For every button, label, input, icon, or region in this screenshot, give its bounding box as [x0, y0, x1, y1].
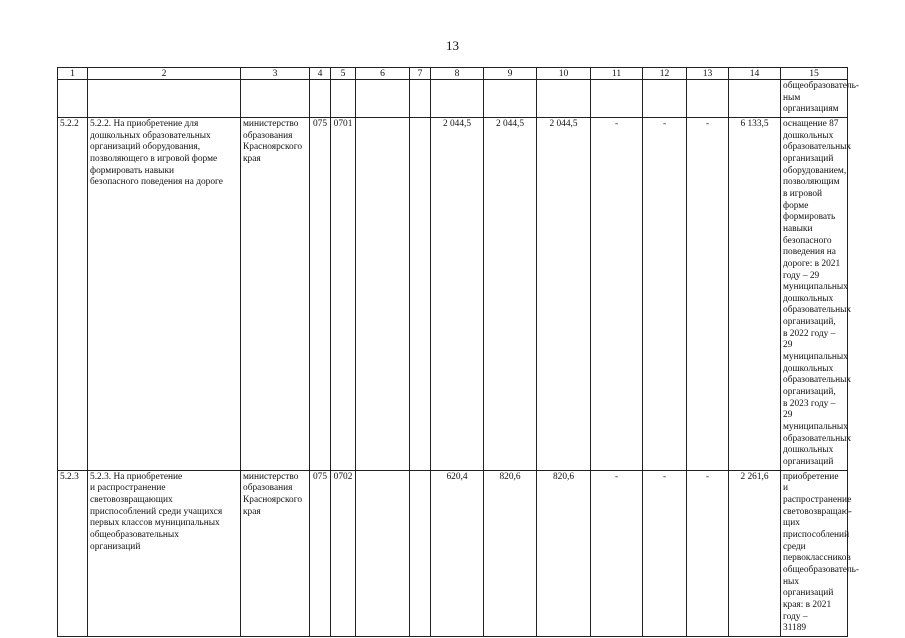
column-number: 9	[484, 68, 537, 80]
amount-year-3: 2 044,5	[537, 117, 591, 470]
column-number: 3	[241, 68, 310, 80]
amount-col-13: -	[687, 117, 729, 470]
amount-total: 6 133,5	[729, 117, 781, 470]
column-number-row	[58, 68, 848, 80]
amount-year-2: 820,6	[484, 470, 537, 636]
amount-col-13: -	[687, 470, 729, 636]
page-number: 13	[446, 38, 459, 53]
column-number: 10	[537, 68, 591, 80]
column-number: 6	[356, 68, 410, 80]
column-number: 8	[431, 68, 484, 80]
program-table	[57, 67, 860, 637]
column-number: 11	[591, 68, 643, 80]
responsible-body: министерство образования Красноярского края	[241, 117, 310, 470]
grbs-code: 075	[310, 470, 331, 636]
continuation-row	[58, 80, 848, 118]
amount-year-1: 620,4	[431, 470, 484, 636]
item-number: 5.2.2	[58, 117, 88, 470]
amount-total: 2 261,6	[729, 470, 781, 636]
amount-year-1: 2 044,5	[431, 117, 484, 470]
column-number: 1	[58, 68, 88, 80]
column-number: 5	[331, 68, 356, 80]
continuation-result-text: общеобразователь- ным организациям	[781, 80, 848, 118]
expense-type-code	[410, 470, 431, 636]
amount-col-12: -	[643, 117, 687, 470]
item-number: 5.2.3	[58, 470, 88, 636]
amount-col-11: -	[591, 470, 643, 636]
column-number: 7	[410, 68, 431, 80]
expected-result: приобретение и распространение световозвращаю- щих приспособлений среди первоклассников общеобразователь- ных организаций края: в 2021 году – 31189	[781, 470, 848, 636]
column-number: 2	[88, 68, 241, 80]
section-code: 0701	[331, 117, 356, 470]
table-row	[58, 117, 848, 470]
amount-col-11: -	[591, 117, 643, 470]
column-number: 12	[643, 68, 687, 80]
table-row	[58, 470, 848, 636]
item-description: 5.2.2. На приобретение для дошкольных образовательных организаций оборудования, позволяющего в игровой форме формировать навыки безопасного поведения на дороге	[88, 117, 241, 470]
grbs-code: 075	[310, 117, 331, 470]
amount-col-12: -	[643, 470, 687, 636]
column-number: 4	[310, 68, 331, 80]
column-number: 14	[729, 68, 781, 80]
column-number: 13	[687, 68, 729, 80]
target-article-code	[356, 470, 410, 636]
target-article-code	[356, 117, 410, 470]
expense-type-code	[410, 117, 431, 470]
amount-year-2: 2 044,5	[484, 117, 537, 470]
column-number: 15	[781, 68, 848, 80]
amount-year-3: 820,6	[537, 470, 591, 636]
responsible-body: министерство образования Красноярского края	[241, 470, 310, 636]
item-description: 5.2.3. На приобретение и распространение световозвращающих приспособлений среди учащихся первых классов муниципальных общеобразовательных организаций	[88, 470, 241, 636]
expected-result: оснащение 87 дошкольных образовательных организаций оборудованием, позволяющим в игровой форме формировать навыки безопасного поведения на дороге: в 2021 году – 29 муниципальных дошкольных образовательных организаций, в 2022 году – 29 муниципальных дошкольных образовательных организаций, в 2023 году – 29 муниципальных образовательных дошкольных организаций	[781, 117, 848, 470]
section-code: 0702	[331, 470, 356, 636]
